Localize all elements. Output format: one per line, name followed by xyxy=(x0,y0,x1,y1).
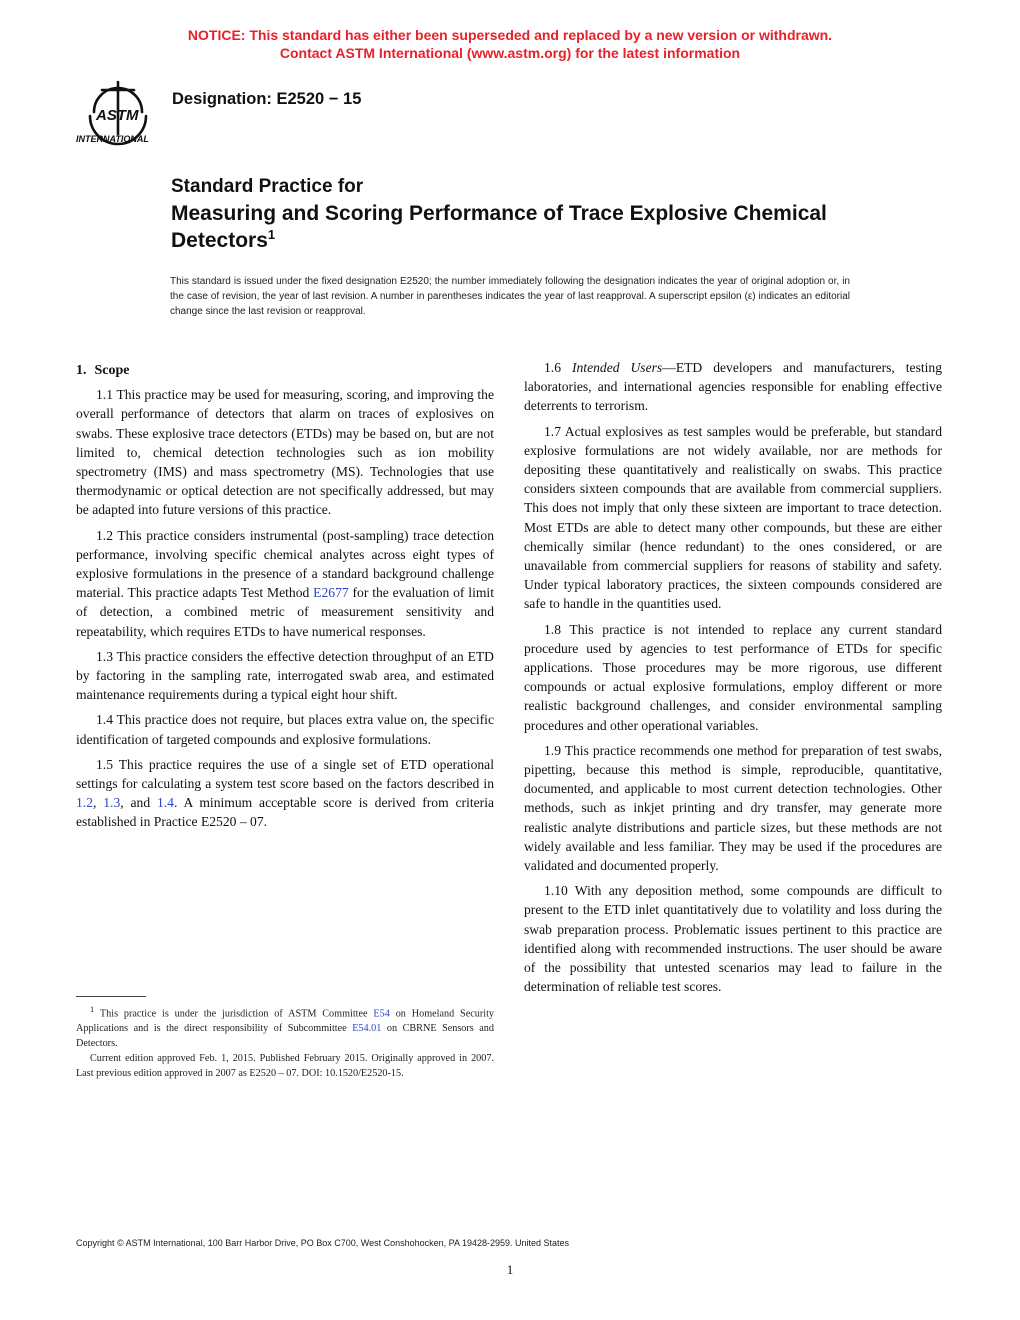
paragraph-1-5-sep-2: , and xyxy=(120,795,157,811)
issuance-statement: This standard is issued under the fixed designation E2520; the number immediately following the designation indicates the year of original adoption or, in the case of revision, the year of last revision. A number in parentheses indicates the year of last reapproval. A superscript epsilon (ε) indicates an editorial change since the last revision or reapproval. xyxy=(170,276,850,317)
section-heading-scope xyxy=(76,361,494,380)
section-title: Scope xyxy=(94,363,130,378)
designation: Designation: E2520 − 15 xyxy=(172,90,362,108)
paragraph-1-2-text-b: for the evaluation of limit of detection, a combined metric of measurement sensitivity and repeatability, which requires ETDs to have numerical responses. xyxy=(76,585,494,639)
supersession-notice xyxy=(0,26,1020,62)
right-column xyxy=(524,358,942,1003)
footnote-1-text-b: on Homeland Security Applications and is the direct responsibility of Subcommittee xyxy=(76,1008,494,1035)
paragraph-1-8: 1.8 This practice is not intended to replace any current standard procedure used by agencies to test performance of ETDs for specific applications. Those procedures may be more rigorous, use different compounds or actual explosive formulations, employ different or more realistic background challenges, and consider environmental sampling procedures and other operational variables. xyxy=(524,621,942,733)
footnote-1-text-a: This practice is under the jurisdiction of ASTM Committee xyxy=(94,1008,374,1020)
document-title-text: Measuring and Scoring Performance of Trace Explosive Chemical Detectors xyxy=(171,202,827,252)
logo-text-bottom: INTERNATIONAL xyxy=(76,134,149,144)
left-column xyxy=(76,358,494,838)
footnote-1 xyxy=(76,1002,494,1051)
paragraph-1-5-sep-1: , xyxy=(93,795,104,811)
paragraph-1-3: 1.3 This practice considers the effective detection throughput of an ETD by factoring in the sampling rate, interrogated swab area, and estimated maintenance requirements during a typical eight hour shift. xyxy=(76,648,494,703)
logo-text-top: ASTM xyxy=(96,107,139,124)
page-number: 1 xyxy=(506,1262,514,1277)
footnote-1-mark: 1 xyxy=(90,1004,95,1014)
notice-line-2: Contact ASTM International (www.astm.org) for the latest information xyxy=(279,45,741,61)
paragraph-1-1: 1.1 This practice may be used for measuring, scoring, and improving the overall performance of detectors that alarm on traces of explosives on swabs. These explosive trace detectors (ETDs) may be based on, but are not limited to, chemical detection technologies such as ion mobility spectrometry (IMS) and mass spectrometry (MS). Technologies that use thermodynamic or optical detection are not specifically addressed, but may be adapted into future versions of this practice. xyxy=(76,387,494,518)
title-block xyxy=(171,174,851,254)
copyright-line: Copyright © ASTM International, 100 Barr Harbor Drive, PO Box C700, West Conshohocken, PA 19428-2959. United States xyxy=(76,1238,570,1248)
link-section-1-4[interactable]: 1.4 xyxy=(156,795,174,811)
link-section-1-3[interactable]: 1.3 xyxy=(103,795,121,811)
paragraph-1-4: 1.4 This practice does not require, but places extra value on, the specific identification of targeted compounds and explosive formulations. xyxy=(76,712,494,747)
paragraph-1-6-heading: Intended Users xyxy=(571,360,663,375)
paragraph-1-6-number: 1.6 xyxy=(544,360,572,375)
document-title xyxy=(171,200,851,254)
footnotes xyxy=(76,1002,494,1081)
paragraph-1-6-text: —ETD developers and manufacturers, testing laboratories, and international agencies responsible for enabling effective deterrents to terrorism. xyxy=(524,360,943,414)
paragraph-1-2 xyxy=(76,526,494,641)
paragraph-1-5 xyxy=(76,755,494,832)
paragraph-1-5-text-b: . A minimum acceptable score is derived from criteria established in Practice E2520 – 07. xyxy=(76,795,495,830)
paragraph-1-5-text-a: 1.5 This practice requires the use of a single set of ETD operational settings for calculating a system test score based on the factors described in xyxy=(76,756,494,792)
notice-line-1: NOTICE: This standard has either been superseded and replaced by a new version or withdrawn. xyxy=(187,27,833,43)
footnote-1-text-c: on CBRNE Sensors and Detectors. xyxy=(76,1023,494,1050)
paragraph-1-10: 1.10 With any deposition method, some compounds are difficult to present to the ETD inlet quantitatively due to volatility and loss during the swab preparation process. Problematic issues pertinent to this practice are identified along with recommended instructions. The user should be aware of the possibility that untested scenarios may lead to failure in the determination of reliable test scores. xyxy=(524,883,942,995)
astm-logo-icon xyxy=(72,76,164,148)
paragraph-1-7: 1.7 Actual explosives as test samples would be preferable, but standard explosive formulations are not widely available, nor are methods for depositing these quantitatively and realistically on swabs. This practice considers sixteen compounds that are available from commercial suppliers. This does not imply that only these sixteen are important to trace detection. Most ETDs are able to detect many other compounds, but these are either chemically similar (hence redundant) to the ones considered, or are unavailable from commercial suppliers for reasons of stability and safety. Under typical laboratory practices, the sixteen compounds considered are safe to handle in the quantities used. xyxy=(524,423,942,612)
paragraph-1-9: 1.9 This practice recommends one method for preparation of test swabs, pipetting, because this method is simple, reproducible, quantitative, documented, and applicable to most current detection technologies. Other methods, such as inkjet printing and dry transfer, may generate more realistic analyte distributions and particle sizes, but these methods are not widely available and less familiar. They may be used if the procedures are validated and documented properly. xyxy=(524,742,942,874)
link-committee-e54[interactable]: E54 xyxy=(373,1008,390,1020)
paragraph-1-6 xyxy=(524,358,942,416)
link-section-1-2[interactable]: 1.2 xyxy=(76,795,93,811)
link-subcommittee-e54-01[interactable]: E54.01 xyxy=(352,1023,382,1035)
paragraph-1-2-text-a: 1.2 This practice considers instrumental (post-sampling) trace detection performance, involving specific chemical analytes across eight types of explosive formulations in the presence of a standard background challenge material. This practice adapts Test Method xyxy=(76,527,494,601)
title-prefix: Standard Practice for xyxy=(171,176,364,197)
footnote-edition: Current edition approved Feb. 1, 2015. Published February 2015. Originally approved in 2007. Last previous edition approved in 2007 as E2520 – 07. DOI: 10.1520/E2520-15. xyxy=(76,1053,494,1080)
footnote-divider xyxy=(76,996,146,997)
section-number: 1. xyxy=(76,363,87,378)
link-e2677[interactable]: E2677 xyxy=(313,585,349,601)
title-footnote-mark: 1 xyxy=(267,227,276,242)
